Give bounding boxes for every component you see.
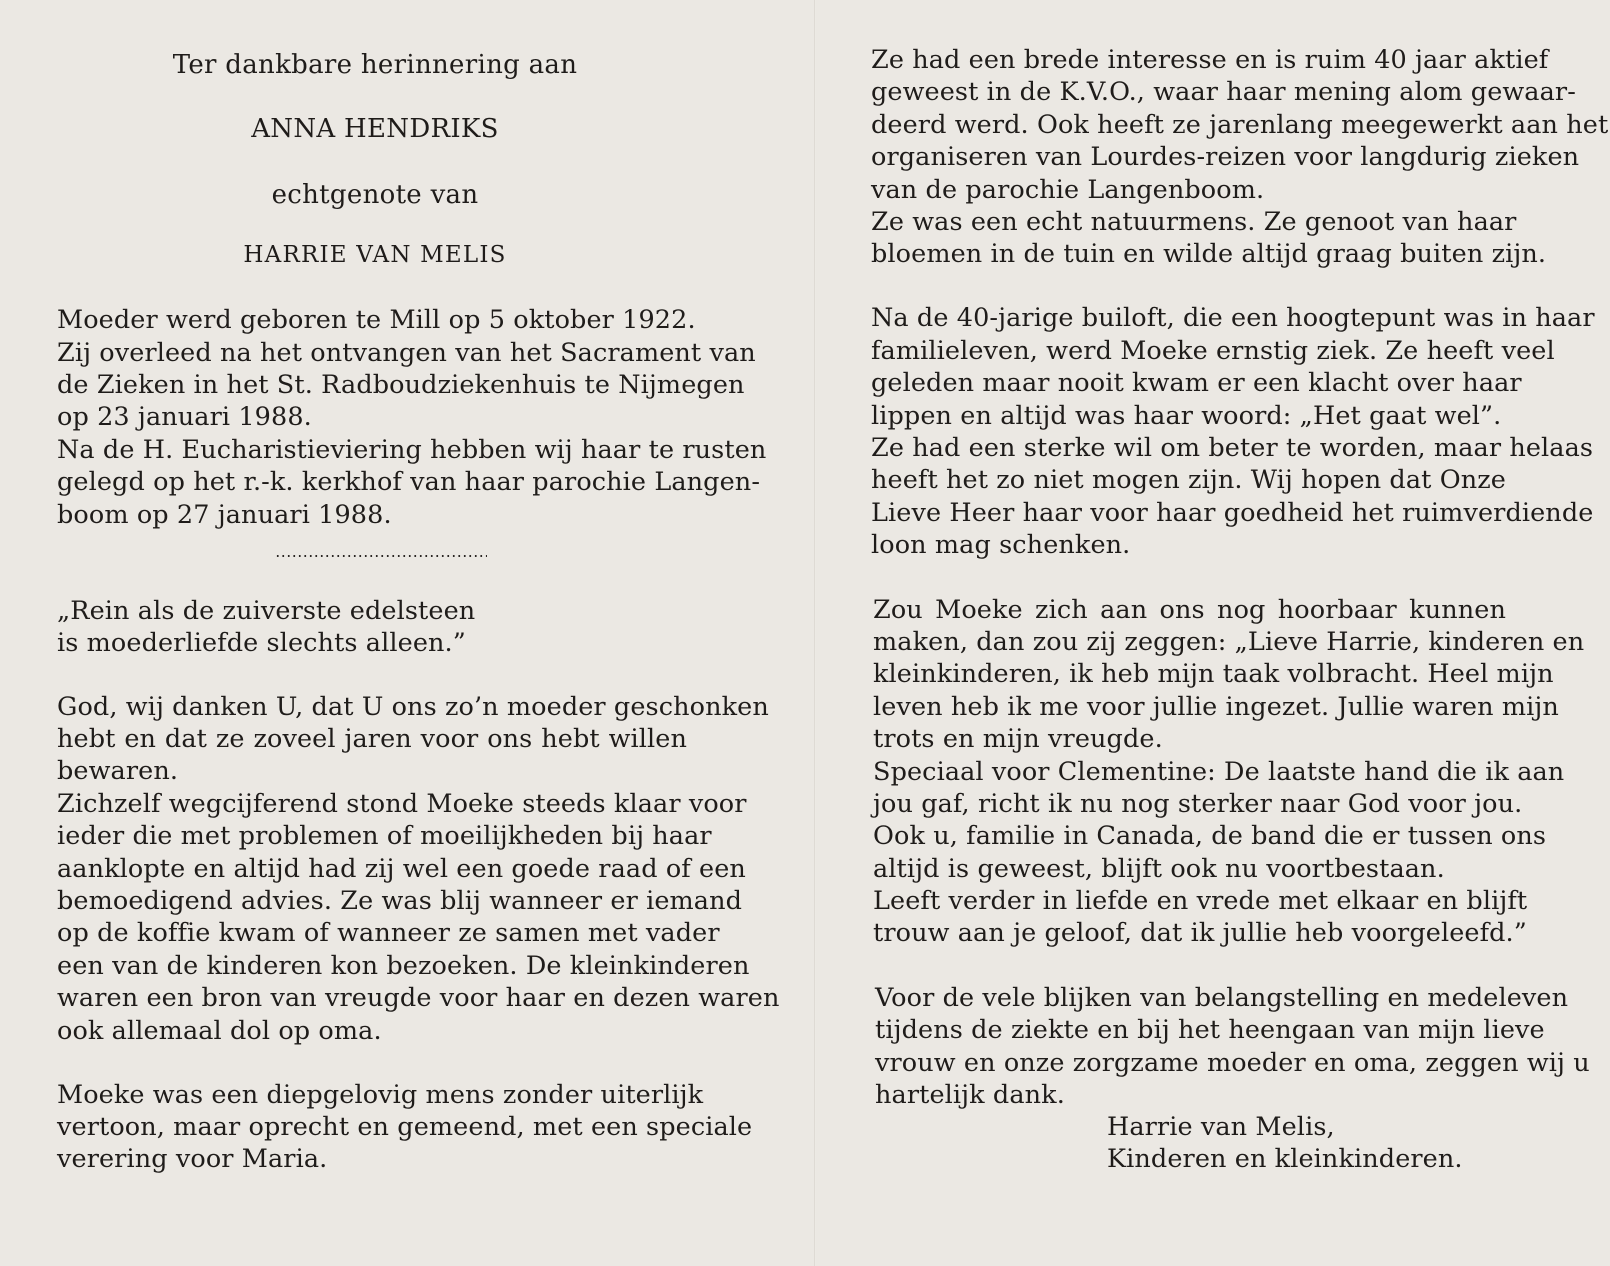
text-line: loon mag schenken.: [871, 530, 1131, 560]
quote-line: „Rein als de zuiverste edelsteen: [57, 596, 476, 626]
text-line: leven heb ik me voor jullie ingezet. Jullie waren mijn: [873, 692, 1559, 722]
text-line: lippen en altijd was haar woord: „Het gaat wel”.: [871, 401, 1502, 431]
fold-crease: [814, 0, 816, 1266]
text-line: hebt en dat ze zoveel jaren voor ons hebt willen: [57, 724, 687, 754]
text-line: boom op 27 januari 1988.: [57, 500, 392, 530]
text-line: jou gaf, richt ik nu nog sterker naar God voor jou.: [873, 789, 1523, 819]
text-line: aanklopte en altijd had zij wel een goede raad of een: [57, 854, 746, 884]
text-line: hartelijk dank.: [875, 1080, 1065, 1110]
text-line: trouw aan je geloof, dat ik jullie heb voorgeleefd.”: [873, 918, 1527, 948]
text-line: vrouw en onze zorgzame moeder en oma, zeggen wij u: [875, 1048, 1590, 1078]
text-line: Zichzelf wegcijferend stond Moeke steeds klaar voor: [57, 789, 747, 819]
text-line: maken, dan zou zij zeggen: „Lieve Harrie, kinderen en: [873, 627, 1585, 657]
text-line: ook allemaal dol op oma.: [57, 1016, 382, 1046]
text-line: Ze had een brede interesse en is ruim 40 jaar aktief: [871, 45, 1549, 75]
text-line: Moeke was een diepgelovig mens zonder uiterlijk: [57, 1080, 704, 1110]
spouse-name: HARRIE VAN MELIS: [243, 242, 507, 268]
text-line: geleden maar nooit kwam er een klacht over haar: [871, 368, 1522, 398]
text-line: Leeft verder in liefde en vrede met elkaar en blijft: [873, 886, 1528, 916]
text-line: geweest in de K.V.O., waar haar mening alom gewaar-: [871, 77, 1576, 107]
text-line: Speciaal voor Clementine: De laatste hand die ik aan: [873, 757, 1565, 787]
deceased-name: ANNA HENDRIKS: [251, 114, 499, 144]
text-line: Zij overleed na het ontvangen van het Sacrament van: [57, 338, 756, 368]
text-line: Ze was een echt natuurmens. Ze genoot van haar: [871, 207, 1517, 237]
text-line: vertoon, maar oprecht en gemeend, met een speciale: [57, 1112, 753, 1142]
text-line: Na de 40-jarige builoft, die een hoogtepunt was in haar: [871, 303, 1595, 333]
text-line: kleinkinderen, ik heb mijn taak volbracht. Heel mijn: [873, 659, 1554, 689]
text-line: bemoedigend advies. Ze was blij wanneer er iemand: [57, 886, 743, 916]
text-line: waren een bron van vreugde voor haar en dezen waren: [57, 983, 780, 1013]
signature-line: Kinderen en kleinkinderen.: [1107, 1144, 1463, 1174]
text-line: Ze had een sterke wil om beter te worden, maar helaas: [871, 433, 1594, 463]
quote-line: is moederliefde slechts alleen.”: [57, 628, 466, 658]
text-line: bloemen in de tuin en wilde altijd graag buiten zijn.: [871, 239, 1547, 269]
text-line: Voor de vele blijken van belangstelling en medeleven: [875, 983, 1569, 1013]
heading: Ter dankbare herinnering aan: [172, 50, 578, 80]
text-line: de Zieken in het St. Radboudziekenhuis te Nijmegen: [57, 370, 745, 400]
text-line: Zou Moeke zich aan ons nog hoorbaar kunnen: [873, 595, 1506, 625]
text-line: Lieve Heer haar voor haar goedheid het ruimverdiende: [871, 498, 1594, 528]
text-line: een van de kinderen kon bezoeken. De kleinkinderen: [57, 951, 750, 981]
text-line: gelegd op het r.-k. kerkhof van haar parochie Langen-: [57, 467, 761, 497]
text-line: Ook u, familie in Canada, de band die er tussen ons: [873, 821, 1547, 851]
text-line: bewaren.: [57, 756, 179, 786]
dotted-separator: [275, 554, 487, 558]
text-line: organiseren van Lourdes-reizen voor langdurig zieken: [871, 142, 1580, 172]
text-line: heeft het zo niet mogen zijn. Wij hopen dat Onze: [871, 465, 1506, 495]
text-line: altijd is geweest, blijft ook nu voortbestaan.: [873, 854, 1445, 884]
text-line: op 23 januari 1988.: [57, 402, 312, 432]
text-line: deerd werd. Ook heeft ze jarenlang meegewerkt aan het: [871, 110, 1609, 140]
text-line: ieder die met problemen of moeilijkheden bij haar: [57, 821, 712, 851]
text-line: familieleven, werd Moeke ernstig ziek. Ze heeft veel: [871, 336, 1555, 366]
text-line: Moeder werd geboren te Mill op 5 oktober 1922.: [57, 305, 696, 335]
text-line: God, wij danken U, dat U ons zo’n moeder geschonken: [57, 692, 769, 722]
text-line: tijdens de ziekte en bij het heengaan van mijn lieve: [875, 1015, 1545, 1045]
text-line: Na de H. Eucharistieviering hebben wij haar te rusten: [57, 435, 767, 465]
text-line: verering voor Maria.: [57, 1144, 328, 1174]
text-line: van de parochie Langenboom.: [871, 175, 1265, 205]
text-line: trots en mijn vreugde.: [873, 724, 1163, 754]
signature-line: Harrie van Melis,: [1107, 1112, 1335, 1142]
text-line: op de koffie kwam of wanneer ze samen met vader: [57, 918, 720, 948]
spouse-label: echtgenote van: [271, 180, 479, 210]
